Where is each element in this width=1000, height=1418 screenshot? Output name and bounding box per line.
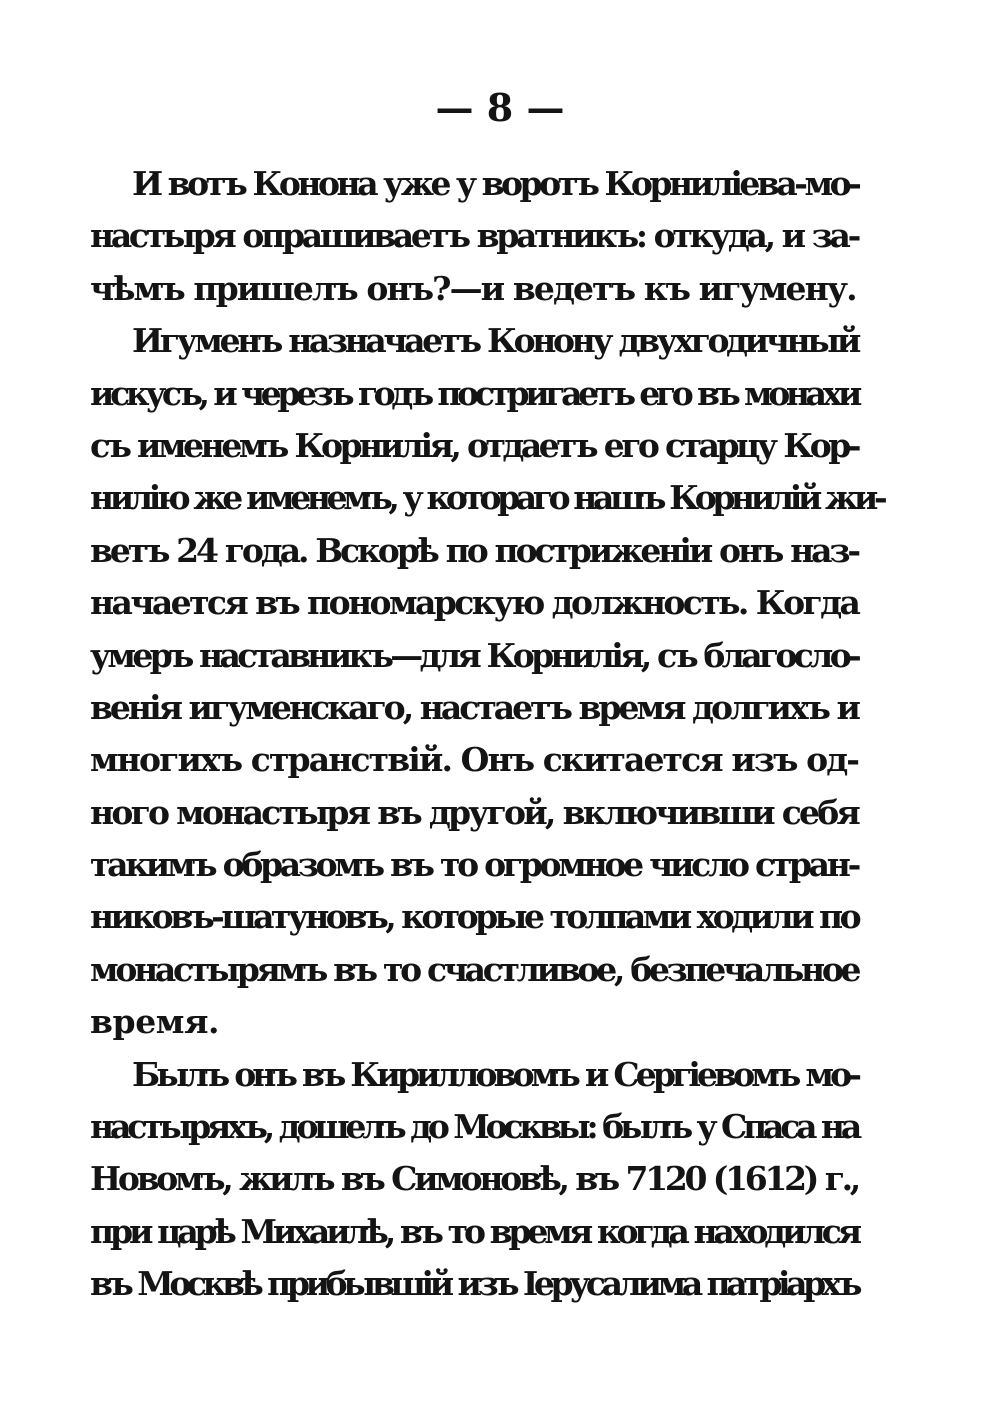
text-line: Былъ онъ въ Кирилловомъ и Сергіевомъ мо- (132, 1054, 858, 1094)
paragraph-2 (90, 315, 884, 1048)
text-line: искусъ, и черезъ годъ постригаетъ его въ монахи (90, 373, 858, 413)
body-text (90, 158, 884, 1311)
text-line: начается въ пономарскую должность. Когда (90, 583, 859, 623)
text-line: умеръ наставникъ—для Корнилія, съ благосло- (90, 635, 858, 675)
text-line: Игуменъ назначаетъ Конону двухгодичный (132, 321, 858, 361)
page-number: — 8 — (435, 85, 565, 130)
text-line: венія игуменскаго, настаетъ время долгихъ и (90, 687, 858, 727)
text-line: И вотъ Конона уже у воротъ Корниліева-мо- (132, 164, 859, 203)
text-line: настыряхъ, дошелъ до Москвы: былъ у Спаса на (90, 1107, 858, 1147)
paragraph-3 (90, 1049, 858, 1311)
text-line: ного монастыря въ другой, включивши себя (90, 792, 858, 832)
text-line: Новомъ, жилъ въ Симоновѣ, въ 7120 (1612) г., (90, 1159, 858, 1199)
paragraph-1 (90, 158, 858, 315)
text-line: многихъ странствій. Онъ скитается изъ од- (90, 740, 859, 780)
text-line: чѣмъ пришелъ онъ?—и ведетъ къ игумену. (90, 268, 856, 308)
text-line: время. (90, 1002, 220, 1042)
text-line: ветъ 24 года. Вскорѣ по постриженіи онъ наз- (90, 530, 858, 570)
text-line: настыря опрашиваетъ вратникъ: откуда, и за- (90, 216, 858, 256)
text-line: такимъ образомъ въ то огромное число стран- (90, 845, 858, 885)
text-line: въ Москвѣ прибывшій изъ Іерусалима патріархъ (90, 1264, 858, 1304)
text-line: съ именемъ Корнилія, отдаетъ его старцу Кор- (90, 425, 858, 465)
text-line: монастырямъ въ то счастливое, безпечальное (90, 949, 859, 989)
text-line: при царѣ Михаилѣ, въ то время когда находился (90, 1211, 858, 1251)
text-line: никовъ-шатуновъ, которые толпами ходили по (90, 897, 858, 937)
text-line: нилію же именемъ, у котораго нашъ Корнилій жи- (90, 478, 884, 518)
